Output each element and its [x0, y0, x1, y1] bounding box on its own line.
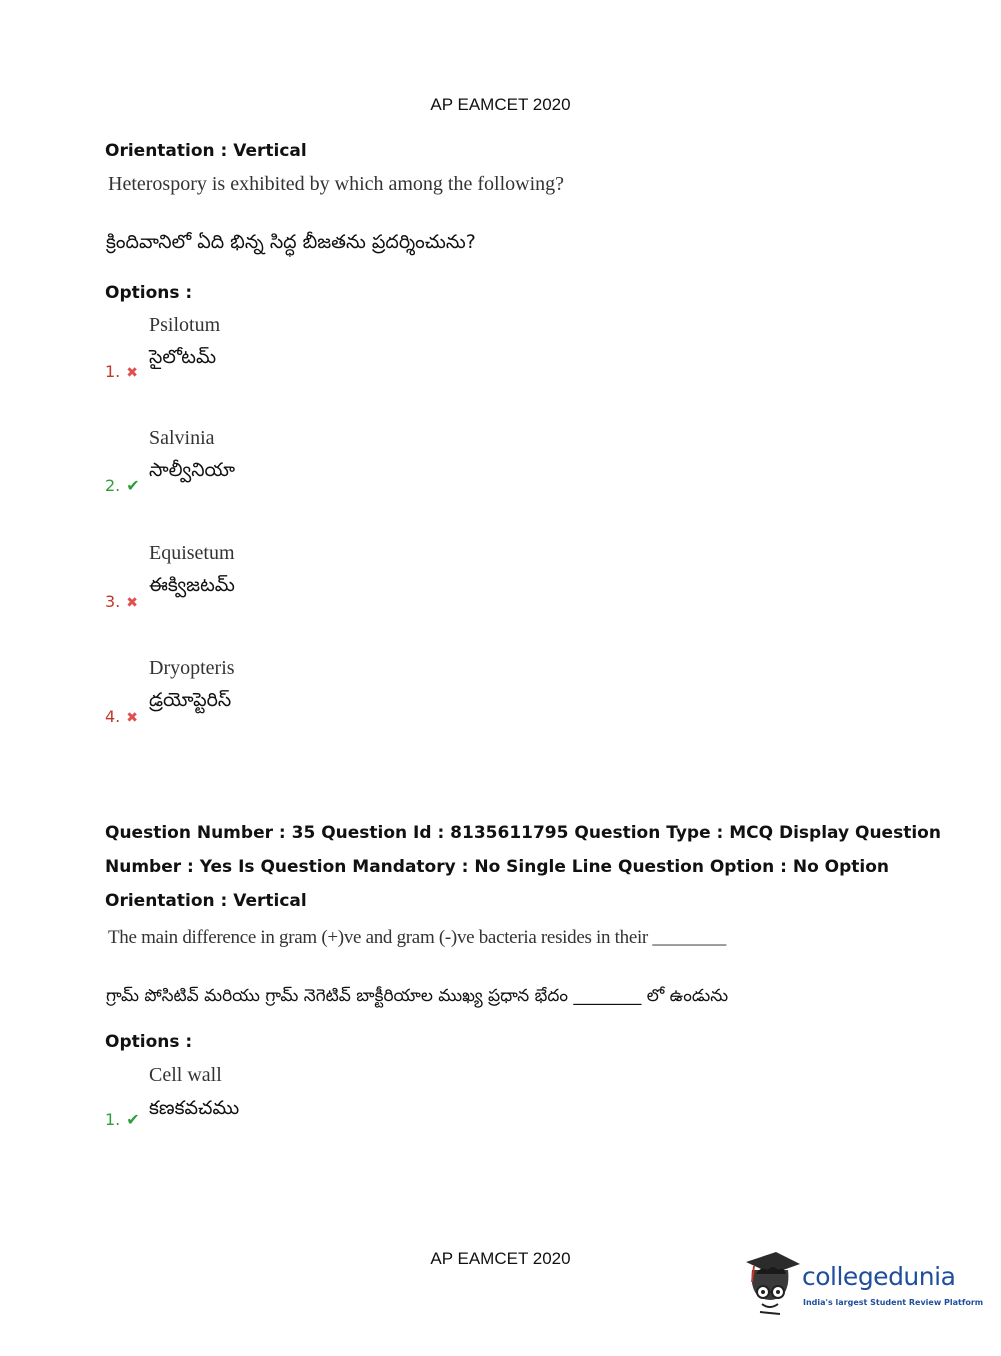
- q34-question-te: క్రిందివానిలో ఏది భిన్న సిద్ధ బీజతను ప్రదర్శించును?: [106, 231, 476, 253]
- check-mark-icon: ✔: [126, 1110, 140, 1129]
- q35-orientation: Orientation : Vertical: [105, 891, 307, 911]
- q35-meta-line-1: Question Number : 35 Question Id : 8135611795 Question Type : MCQ Display Question: [105, 823, 941, 843]
- logo-tagline: India's largest Student Review Platform: [803, 1298, 984, 1307]
- wrong-mark-icon: ✖: [126, 365, 138, 381]
- option-number: 1.: [105, 362, 121, 381]
- q34-option-3-te: ఈక్విజటమ్: [149, 574, 235, 596]
- option-number: 3.: [105, 592, 121, 611]
- q34-option-3-number: [105, 592, 138, 611]
- q35-question-en: The main difference in gram (+)ve and gram (-)ve bacteria resides in their ________: [108, 927, 727, 948]
- mascot-icon: [742, 1248, 802, 1320]
- q34-option-3-en: Equisetum: [149, 542, 235, 564]
- q34-option-1-number: [105, 362, 138, 381]
- q34-option-2-en: Salvinia: [149, 427, 215, 449]
- q35-question-te: గ్రామ్ పోసిటివ్ మరియు గ్రామ్ నెగెటివ్ బాక్టీరియాల ముఖ్య ప్రధాన భేదం ________ లో ఉండును: [106, 986, 729, 1006]
- option-number: 4.: [105, 707, 121, 726]
- page-header: AP EAMCET 2020: [430, 95, 571, 114]
- option-number: 1.: [105, 1110, 121, 1129]
- q34-option-4-number: [105, 707, 138, 726]
- q34-options-label: Options :: [105, 283, 193, 303]
- q35-option-1-te: కణకవచము: [149, 1097, 240, 1119]
- q35-option-1-en: Cell wall: [149, 1064, 222, 1086]
- option-number: 2.: [105, 476, 121, 495]
- wrong-mark-icon: ✖: [126, 710, 138, 726]
- q34-orientation: Orientation : Vertical: [105, 141, 307, 161]
- q34-option-2-number: [105, 476, 140, 495]
- check-mark-icon: ✔: [126, 476, 140, 495]
- logo-wordmark: collegedunia: [802, 1262, 956, 1291]
- q34-question-en: Heterospory is exhibited by which among the following?: [108, 173, 565, 195]
- q35-meta-line-2: Number : Yes Is Question Mandatory : No Single Line Question Option : No Option: [105, 857, 890, 877]
- collegedunia-logo: [742, 1248, 984, 1320]
- q34-option-4-te: డ్రయోప్టెరిస్: [149, 689, 232, 711]
- q34-option-1-en: Psilotum: [149, 314, 221, 336]
- q34-option-4-en: Dryopteris: [149, 657, 235, 679]
- q34-option-2-te: సాల్వీనియా: [149, 459, 236, 481]
- page-footer: AP EAMCET 2020: [430, 1249, 571, 1268]
- q35-options-label: Options :: [105, 1032, 193, 1052]
- q35-option-1-number: [105, 1110, 140, 1129]
- q34-option-1-te: సైలోటమ్: [149, 346, 217, 368]
- wrong-mark-icon: ✖: [126, 595, 138, 611]
